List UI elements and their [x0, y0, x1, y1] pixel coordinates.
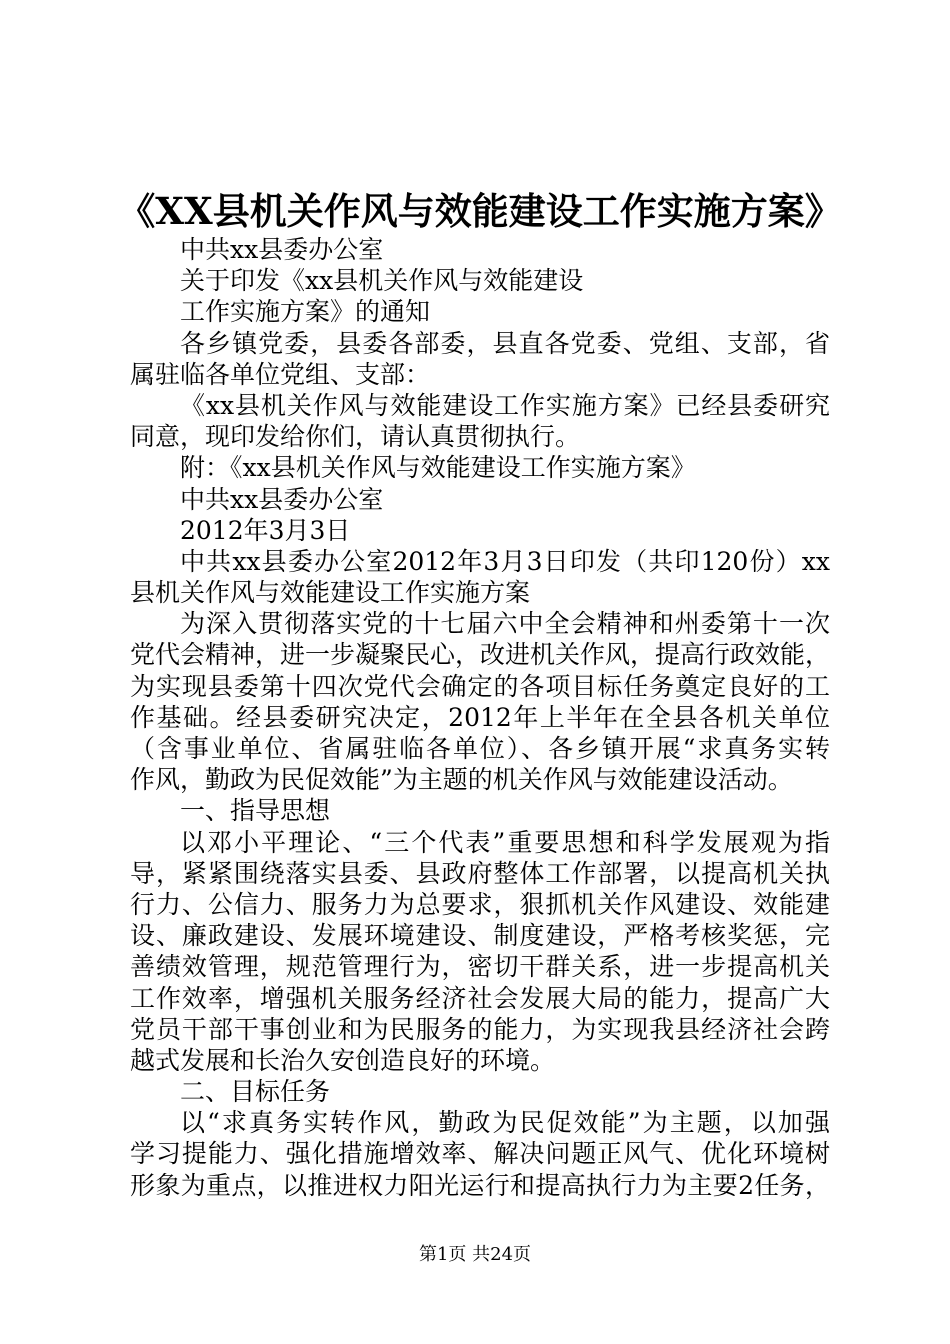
notice-text-line-2: 同意，现印发给你们，请认真贯彻执行。 — [130, 422, 581, 452]
paragraph-line: 善绩效管理，规范管理行为，密切干群关系，进一步提高机关 — [130, 952, 830, 982]
date-line: 2012年3月3日 — [180, 515, 351, 545]
paragraph-line: 党代会精神，进一步凝聚民心，改进机关作风，提高行政效能， — [130, 640, 831, 670]
paragraph-line: 形象为重点，以推进权力阳光运行和提高执行力为主要2任务， — [130, 1170, 830, 1200]
page-footer: 第1页 共24页 — [418, 1244, 532, 1265]
plan-title-line: 县机关作风与效能建设工作实施方案 — [130, 578, 531, 608]
paragraph-line: 导，紧紧围绕落实县委、县政府整体工作部署，以提高机关执 — [130, 858, 830, 888]
paragraph-line: 以“求真务实转作风，勤政为民促效能”为主题，以加强 — [180, 1108, 830, 1138]
recipients-line-1: 各乡镇党委，县委各部委，县直各党委、党组、支部，省 — [180, 328, 830, 358]
paragraph-line: 党员干部干事创业和为民服务的能力，为实现我县经济社会跨 — [130, 1014, 830, 1044]
paragraph-line: 为深入贯彻落实党的十七届六中全会精神和州委第十一次 — [180, 609, 830, 639]
paragraph-line: 设、廉政建设、发展环境建设、制度建设，严格考核奖惩，完 — [130, 921, 830, 951]
paragraph-line: 工作效率，增强机关服务经济社会发展大局的能力，提高广大 — [130, 983, 830, 1013]
paragraph-line: 作基础。经县委研究决定，2012年上半年在全县各机关单位 — [130, 702, 830, 732]
document-title: 《XX县机关作风与效能建设工作实施方案》 — [118, 189, 842, 233]
paragraph-line: 行力、公信力、服务力为总要求，狠抓机关作风建设、效能建 — [130, 889, 830, 919]
paragraph-line: 学习提能力、强化措施增效率、解决问题正风气、优化环境树 — [130, 1139, 830, 1169]
recipients-line-2: 属驻临各单位党组、支部： — [130, 359, 431, 389]
section-heading-2: 二、目标任务 — [180, 1077, 331, 1107]
issuer-line: 中共xx县委办公室 — [180, 235, 384, 264]
paragraph-line: 以邓小平理论、“三个代表”重要思想和科学发展观为指 — [180, 827, 830, 857]
attachment-line: 附：《xx县机关作风与效能建设工作实施方案》 — [180, 453, 696, 483]
paragraph-line: 为实现县委第十四次党代会确定的各项目标任务奠定良好的工 — [130, 671, 830, 701]
notice-title-line-1: 关于印发《xx县机关作风与效能建设 — [180, 266, 584, 296]
paragraph-line: （含事业单位、省属驻临各单位）、各乡镇开展“求真务实转 — [130, 734, 830, 763]
document-body — [130, 234, 830, 1201]
section-heading-1: 一、指导思想 — [180, 796, 331, 826]
print-info-line: 中共xx县委办公室2012年3月3日印发（共印120份）xx — [180, 546, 830, 576]
paragraph-line: 越式发展和长治久安创造良好的环境。 — [130, 1045, 556, 1075]
signature-line: 中共xx县委办公室 — [180, 484, 384, 514]
paragraph-line: 作风，勤政为民促效能”为主题的机关作风与效能建设活动。 — [130, 765, 793, 795]
notice-text-line-1: 《xx县机关作风与效能建设工作实施方案》已经县委研究 — [180, 390, 830, 420]
notice-title-line-2: 工作实施方案》的通知 — [180, 297, 431, 327]
